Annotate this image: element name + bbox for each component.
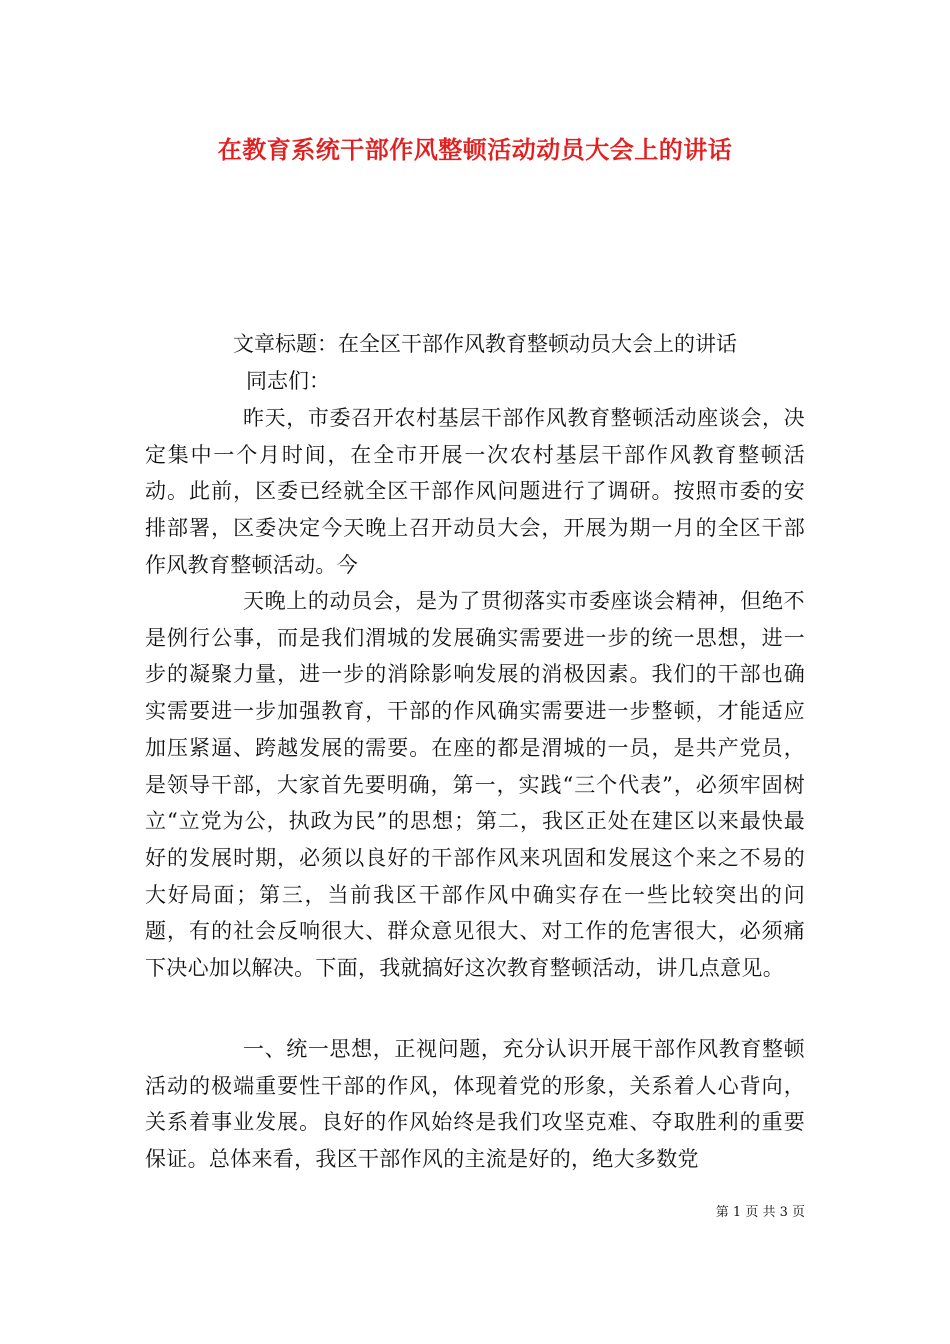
page-number-footer: 第 1 页 共 3 页 xyxy=(715,1205,805,1220)
paragraph-1: 昨天，市委召开农村基层干部作风教育整顿活动座谈会，决定集中一个月时间，在全市开展一次农村基层干部作风教育整顿活动。此前，区委已经就全区干部作风问题进行了调研。按照市委的安排部署，区委决定今天晚上召开动员大会，开展为期一月的全区干部作风教育整顿活动。今 xyxy=(145,406,805,577)
document-title: 在教育系统干部作风整顿活动动员大会上的讲话 xyxy=(217,135,733,164)
salutation: 同志们： xyxy=(246,369,330,393)
article-title-line: 文章标题：在全区干部作风教育整顿动员大会上的讲话 xyxy=(233,332,737,356)
paragraph-3: 一、统一思想，正视问题，充分认识开展干部作风教育整顿活动的极端重要性干部的作风，体现着党的形象，关系着人心背向，关系着事业发展。良好的作风始终是我们攻坚克难、夺取胜利的重要保证。总体来看，我区干部作风的主流是好的，绝大多数党 xyxy=(145,1037,805,1172)
paragraph-2: 天晚上的动员会，是为了贯彻落实市委座谈会精神，但绝不是例行公事，而是我们渭城的发展确实需要进一步的统一思想，进一步的凝聚力量，进一步的消除影响发展的消极因素。我们的干部也确实需要进一步加强教育，干部的作风确实需要进一步整顿，才能适应加压紧逼、跨越发展的需要。在座的都是渭城的一员，是共产党员，是领导干部，大家首先要明确，第一，实践“三个代表”，必须牢固树立“立党为公，执政为民”的思想；第二，我区正处在建区以来最快最好的发展时期，必须以良好的干部作风来巩固和发展这个来之不易的大好局面；第三，当前我区干部作风中确实存在一些比较突出的问题，有的社会反响很大、群众意见很大、对工作的危害很大，必须痛下决心加以解决。下面，我就搞好这次教育整顿活动，讲几点意见。 xyxy=(145,589,805,981)
